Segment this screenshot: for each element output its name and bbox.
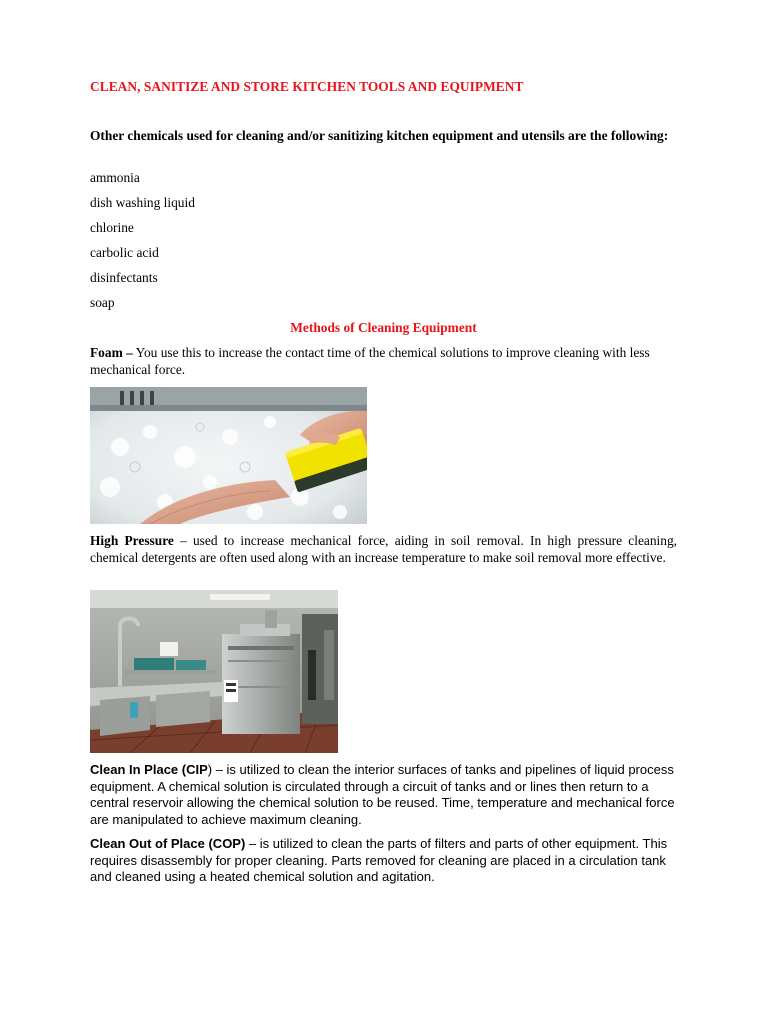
commercial-kitchen-illustration: [90, 590, 338, 753]
method-high-pressure: [90, 533, 677, 566]
method-term: Foam –: [90, 345, 133, 360]
document-page: [90, 0, 677, 1024]
list-item: soap: [90, 295, 115, 310]
method-term: Clean Out of Place (COP): [90, 836, 246, 851]
methods-heading: Methods of Cleaning Equipment: [290, 320, 477, 335]
document-title: CLEAN, SANITIZE AND STORE KITCHEN TOOLS AND EQUIPMENT: [90, 79, 524, 94]
list-item: dish washing liquid: [90, 195, 195, 210]
method-description: You use this to increase the contact time of the chemical solutions to improve cleaning with less mechanical force.: [90, 345, 650, 377]
list-item: chlorine: [90, 220, 134, 235]
list-item: carbolic acid: [90, 245, 159, 260]
method-description: ) – is utilized to clean the interior surfaces of tanks and pipelines of liquid process equipment. A chemical solution is circulated through a circuit of tanks and or lines then return to a central reservoir allowing the chemical solution to be reused. Time, temperature and mechanical force are manipulated to achieve maximum cleaning.: [90, 762, 675, 827]
method-clean-out-of-place: [90, 836, 677, 886]
method-description: – used to increase mechanical force, aiding in soil removal. In high pressure cleaning, chemical detergents are often used along with an increase temperature to make soil removal more effective.: [90, 533, 677, 565]
list-item: disinfectants: [90, 270, 158, 285]
chemicals-intro: Other chemicals used for cleaning and/or sanitizing kitchen equipment and utensils are the following:: [90, 128, 669, 143]
kitchen-photo: [90, 590, 338, 753]
foam-sponge-illustration: [90, 387, 367, 524]
method-description: – is utilized to clean the parts of filters and parts of other equipment. This requires disassembly for proper cleaning. Parts removed for cleaning are placed in a circulation tank and cleaned using a heated chemical solution and agitation.: [90, 836, 668, 884]
method-clean-in-place: [90, 762, 677, 828]
method-foam: [90, 345, 677, 378]
method-term: High Pressure: [90, 533, 174, 548]
foam-photo: [90, 387, 367, 524]
list-item: ammonia: [90, 170, 140, 185]
method-term: Clean In Place (CIP: [90, 762, 208, 777]
chemicals-list: [90, 170, 195, 320]
